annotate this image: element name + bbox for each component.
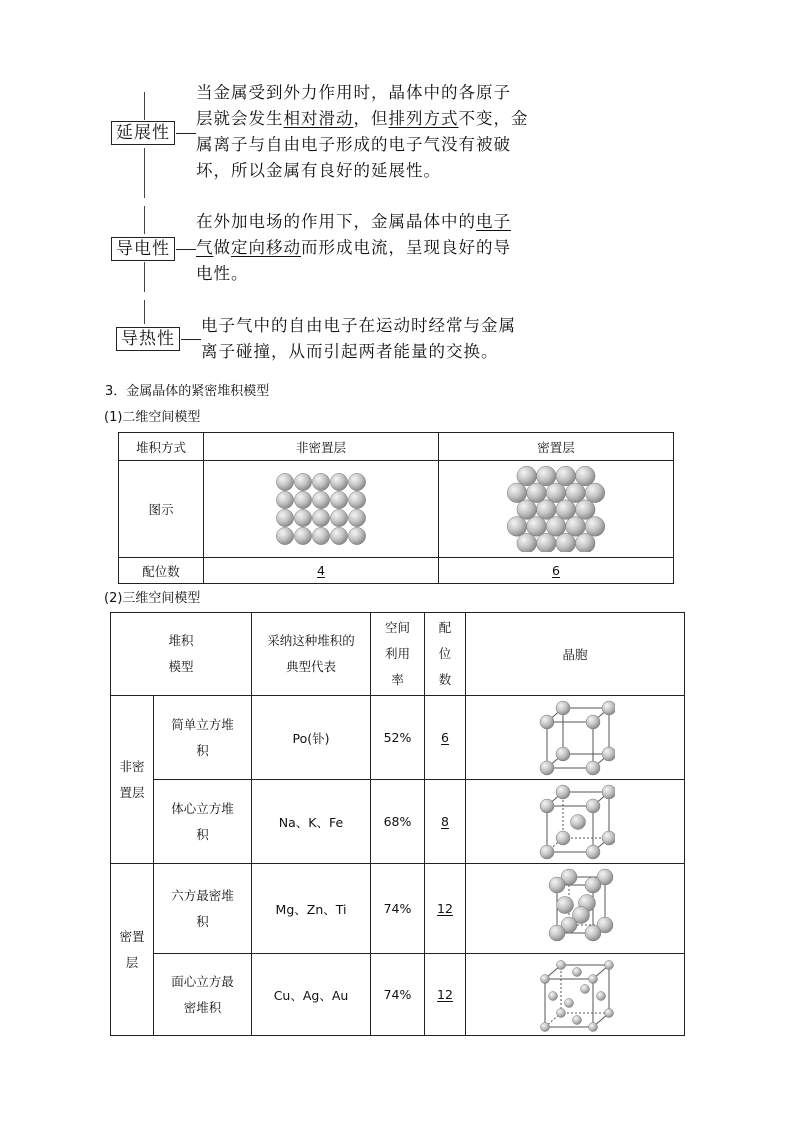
atom-sphere xyxy=(556,533,576,552)
atom-sphere xyxy=(556,500,576,520)
header-close: 密置层 xyxy=(439,433,674,461)
coord-value: 8 xyxy=(441,814,449,829)
connector-line xyxy=(144,262,145,292)
atom-sphere xyxy=(517,533,537,552)
atom-sphere xyxy=(602,701,615,715)
table-2d-model xyxy=(118,432,674,584)
property-text-conductivity xyxy=(196,209,511,287)
text-segment: 层就会发生 xyxy=(196,109,284,128)
text-segment: ，但 xyxy=(353,109,389,128)
atom-sphere xyxy=(546,483,566,503)
atom-sphere xyxy=(575,533,595,552)
header-text: 位 xyxy=(438,646,452,661)
dash xyxy=(181,339,201,340)
text-segment: 电性。 xyxy=(196,264,249,283)
diagram-cell xyxy=(204,461,439,558)
header-nonclose: 非密置层 xyxy=(204,433,439,461)
hexagonal-close-packed-cell-icon xyxy=(535,867,615,951)
model-name-text: 积 xyxy=(196,742,209,758)
atom-sphere xyxy=(330,473,347,490)
atom-sphere xyxy=(276,491,293,508)
atom-sphere xyxy=(557,896,574,913)
dash xyxy=(176,133,196,134)
atom-sphere xyxy=(573,967,582,976)
atom-sphere xyxy=(597,991,606,1000)
property-text-ductility xyxy=(196,80,529,184)
group-text: 层 xyxy=(125,954,139,970)
connector-line xyxy=(144,92,145,120)
header-representative xyxy=(252,613,371,696)
atom-sphere xyxy=(586,845,600,859)
underlined-term: 电子 xyxy=(476,212,511,231)
text-segment: 而形成电流，呈现良好的导 xyxy=(301,238,511,257)
atom-sphere xyxy=(573,1015,582,1024)
subsection-title-2d: (1)二维空间模型 xyxy=(104,410,201,425)
model-name-text: 积 xyxy=(196,913,209,929)
atom-sphere xyxy=(540,799,554,813)
connector-line xyxy=(144,206,145,234)
atom-sphere xyxy=(540,715,554,729)
header-model xyxy=(111,613,252,696)
atom-sphere xyxy=(312,527,329,544)
square-lattice-layer-icon xyxy=(276,473,366,545)
atom-sphere xyxy=(605,1008,614,1017)
connector-line xyxy=(144,148,145,198)
header-text: 率 xyxy=(391,672,404,687)
underlined-term: 排列方式 xyxy=(388,109,459,128)
header-space-util xyxy=(371,613,425,696)
underlined-term: 气 xyxy=(196,238,214,257)
section-title: 3．金属晶体的紧密堆积模型 xyxy=(105,384,270,399)
atom-sphere xyxy=(546,517,566,537)
atom-sphere xyxy=(566,517,586,537)
coord-value: 4 xyxy=(317,563,325,578)
header-text: 空间 xyxy=(384,620,410,635)
face-centered-cubic-cell-icon xyxy=(533,957,617,1033)
atom-sphere xyxy=(581,984,590,993)
atom-sphere xyxy=(549,991,558,1000)
text-line xyxy=(196,80,529,106)
atom-sphere xyxy=(536,466,556,486)
atom-sphere xyxy=(348,491,365,508)
coord-value: 6 xyxy=(441,730,449,745)
coord-close xyxy=(439,558,674,584)
text-line xyxy=(201,339,516,365)
text-segment: 在外加电场的作用下，金属晶体中的 xyxy=(196,212,476,231)
group-text: 密置 xyxy=(119,928,145,944)
atom-sphere xyxy=(575,500,595,520)
unit-cell xyxy=(466,696,685,780)
atom-sphere xyxy=(556,831,570,845)
header-text: 典型代表 xyxy=(285,659,336,674)
coord-value: 12 xyxy=(437,901,453,916)
header-text: 配 xyxy=(438,620,452,635)
unit-cell xyxy=(466,864,685,954)
atom-sphere xyxy=(556,747,570,761)
atom-sphere xyxy=(566,483,586,503)
atom-sphere xyxy=(348,473,365,490)
atom-sphere xyxy=(540,761,554,775)
atom-sphere xyxy=(536,533,556,552)
atom-sphere xyxy=(565,998,574,1007)
atom-sphere xyxy=(575,466,595,486)
atom-sphere xyxy=(540,845,554,859)
atom-sphere xyxy=(536,500,556,520)
atom-sphere xyxy=(294,491,311,508)
model-name xyxy=(154,864,252,954)
atom-sphere xyxy=(507,483,527,503)
text-line xyxy=(196,158,529,184)
model-name-text: 简单立方堆 xyxy=(171,716,234,732)
text-segment: 坏，所以金属有良好的延展性。 xyxy=(196,161,441,180)
space-util: 68% xyxy=(371,780,425,864)
atom-sphere xyxy=(527,483,547,503)
atom-sphere xyxy=(589,1022,598,1031)
property-label-conductivity: 导电性 xyxy=(111,237,175,261)
atom-sphere xyxy=(541,974,550,983)
text-line xyxy=(196,209,511,235)
group-text: 置层 xyxy=(119,784,145,800)
hexagonal-close-layer-icon xyxy=(506,466,606,552)
model-name-text: 体心立方堆 xyxy=(171,800,234,816)
row-label-diagram: 图示 xyxy=(119,461,204,558)
space-util: 74% xyxy=(371,954,425,1036)
atom-sphere xyxy=(589,974,598,983)
model-name xyxy=(154,954,252,1036)
simple-cubic-cell-icon xyxy=(535,700,615,776)
atom-sphere xyxy=(549,877,565,893)
atom-sphere xyxy=(586,715,600,729)
atom-sphere xyxy=(517,466,537,486)
model-name xyxy=(154,696,252,780)
unit-cell xyxy=(466,954,685,1036)
atom-sphere xyxy=(312,491,329,508)
text-line xyxy=(196,132,529,158)
underlined-term: 定向移动 xyxy=(231,238,301,257)
atom-sphere xyxy=(276,473,293,490)
text-line xyxy=(196,235,511,261)
group-nonclose xyxy=(111,696,154,864)
atom-sphere xyxy=(330,527,347,544)
atom-sphere xyxy=(541,1022,550,1031)
header-unit-cell: 晶胞 xyxy=(466,613,685,696)
text-segment: 电子气中的自由电子在运动时经常与金属 xyxy=(201,316,516,335)
atom-sphere xyxy=(348,509,365,526)
atom-sphere xyxy=(556,466,576,486)
atom-sphere xyxy=(602,747,615,761)
atom-sphere xyxy=(276,527,293,544)
atom-sphere xyxy=(557,960,566,969)
text-line xyxy=(196,261,511,287)
header-text: 采纳这种堆积的 xyxy=(267,633,355,648)
model-name-text: 密堆积 xyxy=(183,999,222,1015)
atom-sphere xyxy=(507,517,527,537)
atom-sphere xyxy=(348,527,365,544)
atom-sphere xyxy=(585,877,601,893)
atom-sphere xyxy=(312,473,329,490)
underlined-term: 相对滑动 xyxy=(283,109,354,128)
atom-sphere xyxy=(602,785,615,799)
space-util: 52% xyxy=(371,696,425,780)
representative: Na、K、Fe xyxy=(252,780,371,864)
atom-sphere xyxy=(585,483,605,503)
connector-line xyxy=(144,300,145,324)
text-line xyxy=(196,106,529,132)
coord-nonclose xyxy=(204,558,439,584)
text-segment: 离子碰撞，从而引起两者能量的交换。 xyxy=(201,342,499,361)
model-name-text: 面心立方最 xyxy=(171,973,234,989)
header-coord xyxy=(425,613,466,696)
atom-sphere xyxy=(312,509,329,526)
atom-sphere xyxy=(294,527,311,544)
text-segment: 属离子与自由电子形成的电子气没有被破 xyxy=(196,135,511,154)
atom-sphere xyxy=(556,785,570,799)
space-util: 74% xyxy=(371,864,425,954)
unit-cell xyxy=(466,780,685,864)
header-method: 堆积方式 xyxy=(119,433,204,461)
atom-sphere xyxy=(294,473,311,490)
text-segment: 当金属受到外力作用时，晶体中的各原子 xyxy=(196,83,511,102)
header-text: 模型 xyxy=(168,659,194,674)
coord-number xyxy=(425,696,466,780)
coord-number xyxy=(425,864,466,954)
model-name-text: 六方最密堆 xyxy=(171,887,234,903)
body-centered-cubic-cell-icon xyxy=(535,784,615,860)
atom-sphere xyxy=(549,925,565,941)
header-text: 数 xyxy=(438,672,452,687)
property-text-thermal xyxy=(201,313,516,365)
atom-sphere xyxy=(556,701,570,715)
atom-sphere xyxy=(586,761,600,775)
coord-number xyxy=(425,954,466,1036)
row-label-coord: 配位数 xyxy=(119,558,204,584)
group-text: 非密 xyxy=(119,758,145,774)
atom-sphere xyxy=(276,509,293,526)
model-name-text: 积 xyxy=(196,826,209,842)
atom-sphere xyxy=(330,491,347,508)
atom-sphere xyxy=(517,500,537,520)
atom-sphere xyxy=(527,517,547,537)
header-text: 堆积 xyxy=(168,633,194,648)
table-3d-model xyxy=(110,612,685,1036)
atom-sphere xyxy=(571,814,586,829)
atom-sphere xyxy=(585,517,605,537)
representative: Po(钋) xyxy=(252,696,371,780)
subsection-title-3d: (2)三维空间模型 xyxy=(104,591,201,606)
model-name xyxy=(154,780,252,864)
atom-sphere xyxy=(585,925,601,941)
text-line xyxy=(201,313,516,339)
text-segment: 做 xyxy=(213,238,231,257)
atom-sphere xyxy=(330,509,347,526)
coord-value: 6 xyxy=(552,563,560,578)
atom-sphere xyxy=(602,831,615,845)
text-segment: 不变，金 xyxy=(458,109,529,128)
atom-sphere xyxy=(605,960,614,969)
atom-sphere xyxy=(557,1008,566,1017)
representative: Cu、Ag、Au xyxy=(252,954,371,1036)
header-text: 利用 xyxy=(384,646,410,661)
dash xyxy=(176,249,196,250)
diagram-cell xyxy=(439,461,674,558)
coord-number xyxy=(425,780,466,864)
coord-value: 12 xyxy=(437,987,453,1002)
atom-sphere xyxy=(586,799,600,813)
atom-sphere xyxy=(294,509,311,526)
group-close xyxy=(111,864,154,1036)
property-label-thermal: 导热性 xyxy=(116,327,180,351)
property-label-ductility: 延展性 xyxy=(111,121,175,145)
representative: Mg、Zn、Ti xyxy=(252,864,371,954)
